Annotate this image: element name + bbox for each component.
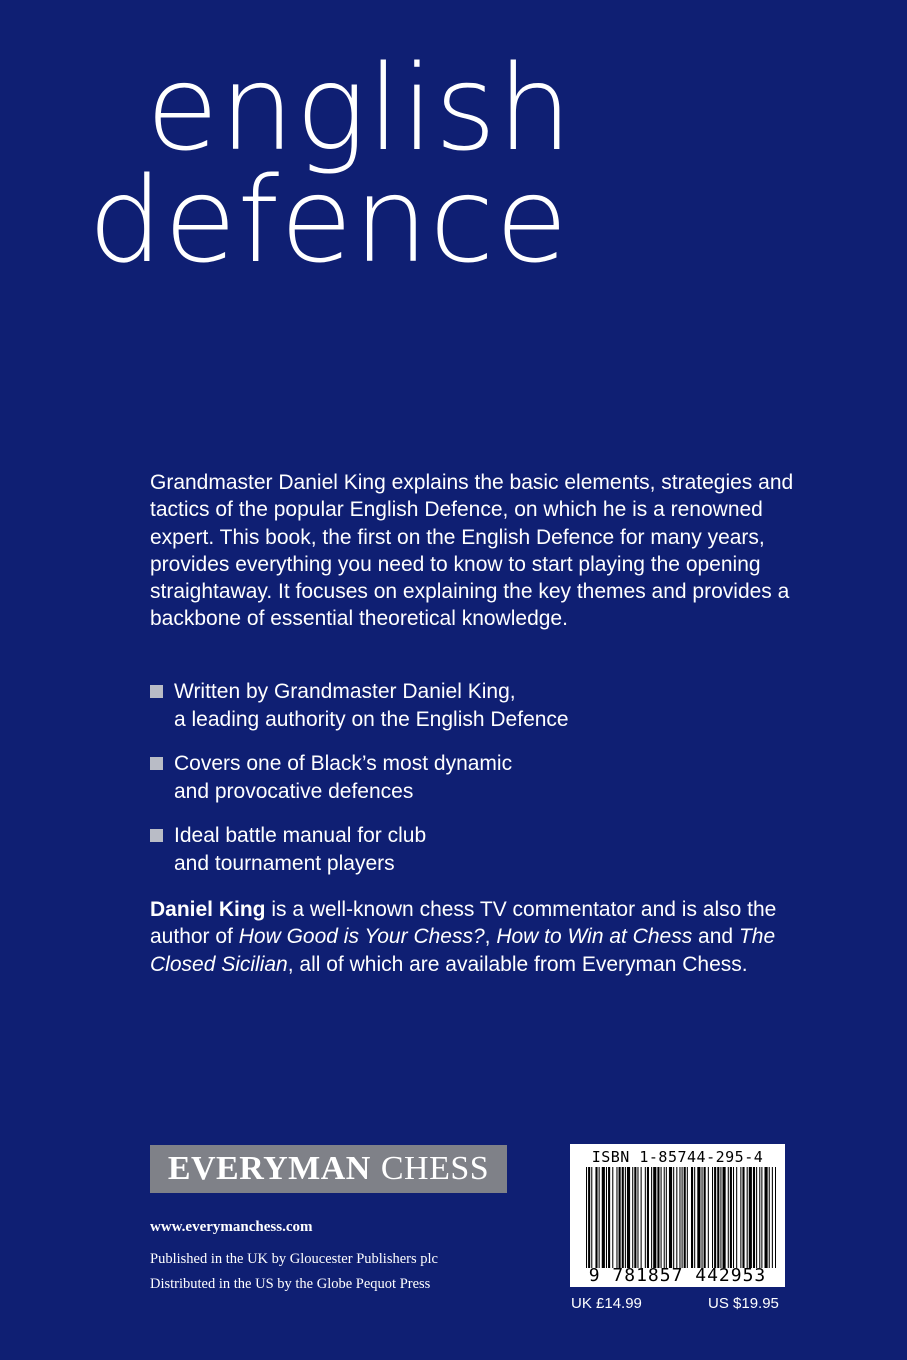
price-us: US $19.95 [708, 1295, 779, 1312]
book-title [88, 39, 648, 289]
bio-text-1: is a well-known chess TV commentator and is also the author of [150, 898, 777, 949]
author-name: Daniel King [150, 898, 266, 921]
bio-separator-2: and [692, 925, 739, 949]
book-title-3: The Closed Sicilian [150, 925, 776, 976]
barcode-block [570, 1144, 785, 1287]
feature-list [150, 678, 810, 894]
book-title-2: How to Win at Chess [496, 925, 693, 949]
distributed-line: Distributed in the US by the Globe Pequot Press [150, 1276, 431, 1292]
logo-text-everyman: EVERYMAN [167, 1150, 371, 1187]
author-bio [150, 896, 810, 978]
feature-item [150, 678, 810, 733]
feature-line-2: a leading authority on the English Defence [174, 707, 569, 731]
published-line: Published in the UK by Gloucester Publishers plc [150, 1251, 438, 1267]
isbn-number: ISBN 1-85744-295-4 [591, 1148, 764, 1166]
publisher-info [150, 1247, 438, 1297]
feature-item [150, 750, 810, 805]
price-uk: UK £14.99 [571, 1295, 642, 1312]
blurb-paragraph: Grandmaster Daniel King explains the basic elements, strategies and tactics of the popular English Defence, on which he is a renowned expert. This book, the first on the English Defence for many years, provides everything you need to know to start playing the opening straightaway. It focuses on explaining the key themes and provides a backbone of essential theoretical knowledge. [150, 471, 794, 631]
feature-line-2: and provocative defences [174, 779, 414, 803]
title-line-1: english [146, 39, 574, 177]
bullet-square-icon [150, 829, 163, 842]
feature-line-1: Covers one of Black’s most dynamic [174, 752, 513, 775]
feature-item [150, 822, 810, 877]
publisher-logo [150, 1145, 507, 1193]
barcode-icon [586, 1167, 776, 1268]
feature-line-1: Written by Grandmaster Daniel King, [174, 680, 516, 703]
ean-number: 9 781857 442953 [588, 1265, 767, 1286]
bio-separator-1: , [484, 925, 497, 949]
bullet-square-icon [150, 685, 163, 698]
logo-text-chess: CHESS [380, 1150, 490, 1187]
bullet-square-icon [150, 757, 163, 770]
title-line-2: defence [88, 151, 569, 289]
book-title-1: How Good is Your Chess? [238, 925, 485, 949]
bio-text-2: , all of which are available from Everyman Chess. [287, 952, 748, 976]
feature-line-1: Ideal battle manual for club [174, 824, 427, 847]
publisher-website: www.everymanchess.com [150, 1219, 313, 1235]
feature-line-2: and tournament players [174, 851, 395, 875]
